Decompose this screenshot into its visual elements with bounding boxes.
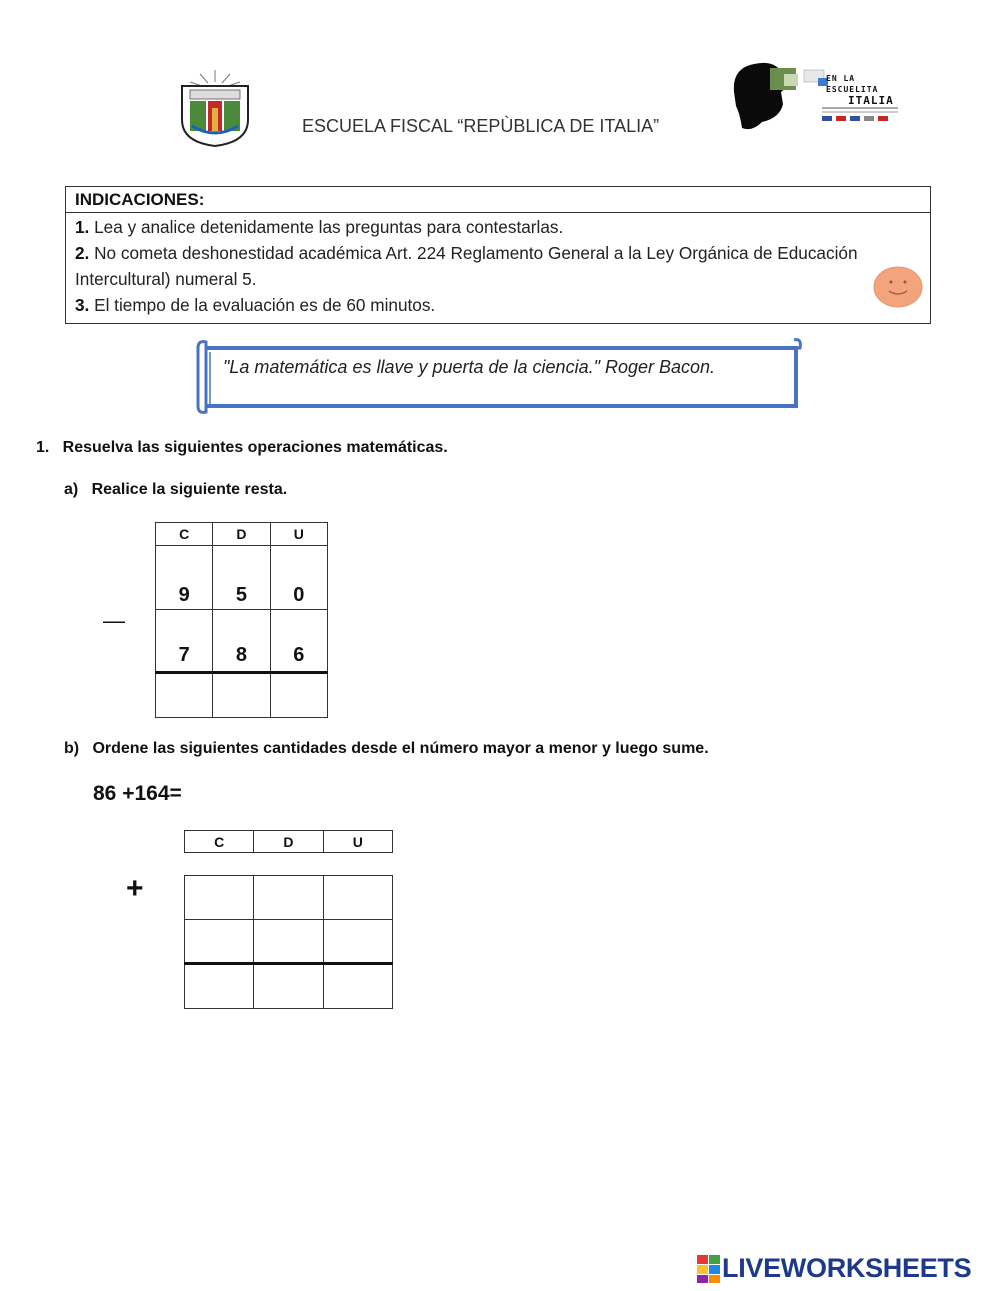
question-1-label: 1. Resuelva las siguientes operaciones matemáticas. — [36, 439, 448, 456]
addition-expression: 86 +164= — [93, 782, 182, 805]
school-name: ESCUELA FISCAL “REPÙBLICA DE ITALIA” — [302, 116, 660, 136]
liveworksheets-brand: LIVEWORKSHEETS — [722, 1253, 972, 1283]
logo-line-2: ESCUELITA — [826, 85, 879, 94]
instructions-box — [65, 186, 931, 324]
liveworksheets-icon — [697, 1255, 721, 1285]
header-d: D — [254, 831, 323, 853]
part-b-label: b) Ordene las siguientes cantidades desde el número mayor a menor y luego sume. — [64, 740, 709, 757]
logo-line-1: EN LA — [826, 74, 856, 83]
answer-cell-d[interactable] — [213, 673, 270, 718]
minuend-digit: 9 — [156, 546, 213, 610]
instructions-heading: INDICACIONES: — [66, 187, 930, 213]
quote-text: "La matemática es llave y puerta de la ciencia." Roger Bacon. — [223, 357, 716, 377]
addend1-cell-u[interactable] — [323, 876, 392, 920]
subtrahend-digit: 6 — [270, 610, 327, 673]
addend2-cell-d[interactable] — [254, 920, 323, 964]
subtraction-table — [155, 522, 328, 718]
sum-cell-c[interactable] — [185, 964, 254, 1009]
header-d: D — [213, 523, 270, 546]
addition-header-table — [184, 830, 393, 853]
answer-cell-c[interactable] — [156, 673, 213, 718]
instruction-item: 1. Lea y analice detenidamente las preguntas para contestarlas. — [75, 217, 564, 237]
minuend-digit: 0 — [270, 546, 327, 610]
instructions-list — [66, 213, 930, 318]
escuelita-italia-logo — [728, 52, 908, 142]
logo-line-3: ITALIA — [848, 94, 894, 107]
subtrahend-digit: 7 — [156, 610, 213, 673]
instruction-item: 2. No cometa deshonestidad académica Art. 224 Reglamento General a la Ley Orgánica de Educación Intercultural) numeral 5. — [75, 243, 858, 289]
sum-cell-d[interactable] — [254, 964, 323, 1009]
plus-sign: + — [126, 872, 144, 905]
smiley-face-icon — [873, 266, 923, 308]
addend1-cell-d[interactable] — [254, 876, 323, 920]
subtrahend-digit: 8 — [213, 610, 270, 673]
header-c: C — [156, 523, 213, 546]
part-a-label: a) Realice la siguiente resta. — [64, 481, 288, 498]
answer-cell-u[interactable] — [270, 673, 327, 718]
addend2-cell-u[interactable] — [323, 920, 392, 964]
addend2-cell-c[interactable] — [185, 920, 254, 964]
school-crest-logo — [178, 68, 252, 148]
addition-table — [184, 875, 393, 1009]
addend1-cell-c[interactable] — [185, 876, 254, 920]
header-c: C — [185, 831, 254, 853]
header-u: U — [323, 831, 392, 853]
minus-sign: — — [103, 608, 125, 633]
instruction-item: 3. El tiempo de la evaluación es de 60 minutos. — [75, 295, 436, 315]
minuend-digit: 5 — [213, 546, 270, 610]
header-u: U — [270, 523, 327, 546]
sum-cell-u[interactable] — [323, 964, 392, 1009]
